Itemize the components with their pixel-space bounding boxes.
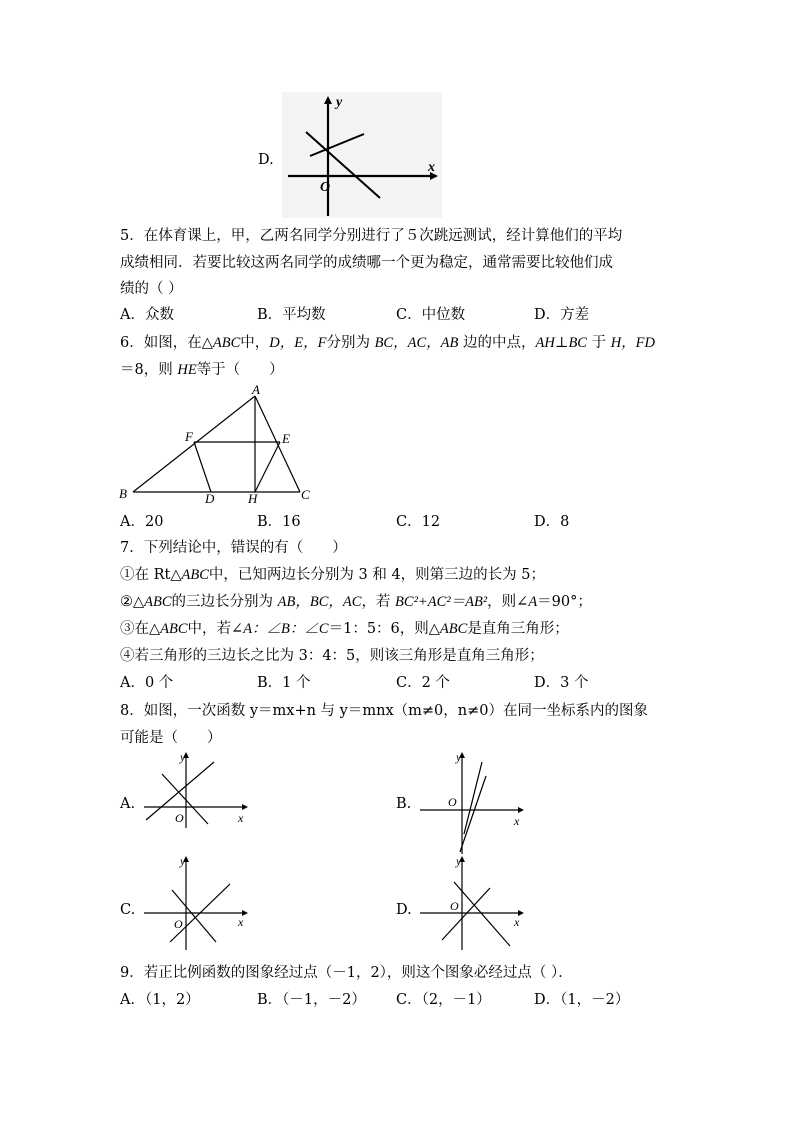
y-label: y	[180, 750, 186, 764]
x-axis-label: x	[428, 160, 435, 175]
q4-option-d-graph	[282, 92, 442, 218]
q6-bc: BC	[568, 335, 587, 351]
q8-option-b-graph	[414, 748, 526, 854]
segment-he	[255, 442, 280, 492]
q6-option-b: B．16	[257, 514, 301, 530]
q7-s3-abc2: ABC	[439, 621, 468, 637]
q9-option-a: A．（1，2）	[120, 992, 200, 1008]
label-b: B	[119, 486, 127, 501]
q4-option-d-label: D.	[258, 152, 274, 168]
q7-s2-sides: AB，BC，AC	[277, 594, 362, 610]
q6-he: HE	[177, 362, 197, 378]
graph-background	[282, 92, 442, 218]
q7-s3-ratio: ＝1：5：6，则△	[328, 621, 440, 637]
q7-statement-4: ④若三角形的三边长之比为 3：4：5，则该三角形是直角三角形；	[120, 648, 544, 664]
q6-line2-suffix: 等于（ ）	[196, 362, 284, 378]
label-e: E	[282, 431, 290, 446]
y-label: y	[456, 854, 462, 868]
origin-label: O	[175, 811, 184, 825]
q7-s3-abc: ABC	[160, 621, 188, 637]
line-one	[460, 776, 486, 852]
q7-s1-suffix: 中，已知两边长分别为 3 和 4，则第三边的长为 5；	[208, 567, 546, 583]
q7-s2-prefix: ②△	[120, 594, 145, 610]
q6-line2-prefix: ＝8，则	[120, 362, 173, 378]
q5-option-c: C．中位数	[396, 307, 466, 323]
line-two	[162, 774, 208, 824]
q7-s2-abc: ABC	[144, 594, 172, 610]
q5-option-a: A．众数	[120, 307, 174, 323]
q6-mid: 中，	[240, 335, 270, 351]
q6-option-c: C．12	[396, 514, 441, 530]
q7-s2-deg: ＝90°；	[537, 594, 592, 610]
q7-option-a: A．0 个	[120, 675, 174, 691]
q5-option-d: D．方差	[534, 307, 590, 323]
q7-option-d: D．3 个	[534, 675, 589, 691]
q7-s2-a: A	[528, 594, 538, 610]
q7-s3-mid: 中，若∠	[187, 621, 244, 637]
x-label: x	[238, 915, 244, 929]
q5-option-b: B．平均数	[257, 307, 326, 323]
q9-option-d: D．（1，－2）	[534, 992, 630, 1008]
x-label: x	[514, 814, 520, 828]
q6-def: D，E，F	[269, 335, 327, 351]
q6-hfd: H，FD	[610, 335, 656, 351]
q8-option-a-label: A.	[120, 796, 136, 812]
q7-stem: 7．下列结论中，错误的有（ ）	[120, 540, 347, 556]
y-axis-label: y	[336, 95, 343, 110]
q7-s2-mid: 的三边长分别为	[171, 594, 274, 610]
q6-prefix: 6．如图，在△	[120, 335, 213, 351]
origin-label: O	[448, 795, 457, 809]
origin-label: O	[174, 917, 183, 931]
x-axis-arrow	[242, 804, 248, 810]
q9-stem: 9．若正比例函数的图象经过点（－1，2），则这个图象必经过点（ ）．	[120, 965, 573, 981]
segment-fd	[194, 442, 211, 492]
x-label: x	[238, 811, 244, 825]
label-h: H	[248, 491, 258, 504]
q7-option-c: C．2 个	[396, 675, 450, 691]
q7-s2-then: ，则∠	[487, 594, 529, 610]
q5-stem-line2: 成绩相同．若要比较这两名同学的成绩哪一个更为稳定，通常需要比较他们成	[120, 255, 613, 271]
q7-s2-if: ，若	[361, 594, 391, 610]
x-axis-arrow	[518, 807, 524, 813]
q6-part2: 分别为	[326, 335, 370, 351]
q8-option-d-graph	[414, 852, 526, 950]
q7-statement-1	[120, 565, 545, 585]
y-label: y	[180, 854, 186, 868]
q7-s3-suffix: 是直角三角形；	[467, 621, 569, 637]
q6-perp: ⊥	[554, 335, 569, 351]
q8-option-d-label: D.	[396, 902, 412, 918]
q6-option-d: D．8	[534, 514, 570, 530]
q7-s3-angles: A：∠B：∠C	[243, 621, 329, 637]
q6-option-a: A．20	[120, 514, 164, 530]
q6-yu: 于	[591, 335, 607, 351]
q6-stem-line1	[120, 333, 655, 353]
origin-label: O	[450, 899, 459, 913]
q7-statement-3	[120, 619, 569, 639]
q9-option-c: C．（2，－1）	[396, 992, 491, 1008]
q8-stem-line2: 可能是（ ）	[120, 730, 222, 746]
line-two	[464, 762, 482, 834]
q6-stem-line2	[120, 360, 284, 380]
q8-option-a-graph	[138, 748, 250, 828]
x-label: x	[514, 915, 520, 929]
label-f: F	[185, 429, 193, 444]
q7-s3-prefix: ③在△	[120, 621, 161, 637]
q7-s1-prefix: ①在 Rt△	[120, 567, 182, 583]
q7-s2-eq: BC²+AC²＝AB²	[395, 594, 488, 610]
q7-statement-2	[120, 592, 592, 612]
q8-stem-line1: 8．如图，一次函数 y＝mx+n 与 y＝mnx（m≠0，n≠0）在同一坐标系内的图象	[120, 703, 648, 719]
q8-option-c-graph	[138, 852, 250, 950]
q7-s1-abc: ABC	[181, 567, 209, 583]
q6-ah: AH	[535, 335, 555, 351]
label-a: A	[252, 382, 260, 397]
label-c: C	[301, 487, 310, 502]
origin-label: O	[320, 180, 331, 195]
q5-stem-line3: 绩的（ ）	[120, 281, 183, 297]
q8-option-b-label: B.	[396, 796, 412, 812]
q9-option-b: B．（－1，－2）	[257, 992, 366, 1008]
q5-stem-line1: 5．在体育课上，甲，乙两名同学分别进行了５次跳远测试，经计算他们的平均	[120, 228, 623, 244]
q6-sides: BC，AC，AB	[374, 335, 459, 351]
label-d: D	[205, 491, 215, 504]
q7-option-b: B．1 个	[257, 675, 311, 691]
side-ab	[133, 396, 255, 492]
y-label: y	[456, 750, 462, 764]
q8-option-c-label: C.	[120, 902, 136, 918]
q6-abc: ABC	[212, 335, 241, 351]
q6-part3: 边的中点，	[462, 335, 536, 351]
q6-triangle-figure	[115, 382, 320, 504]
